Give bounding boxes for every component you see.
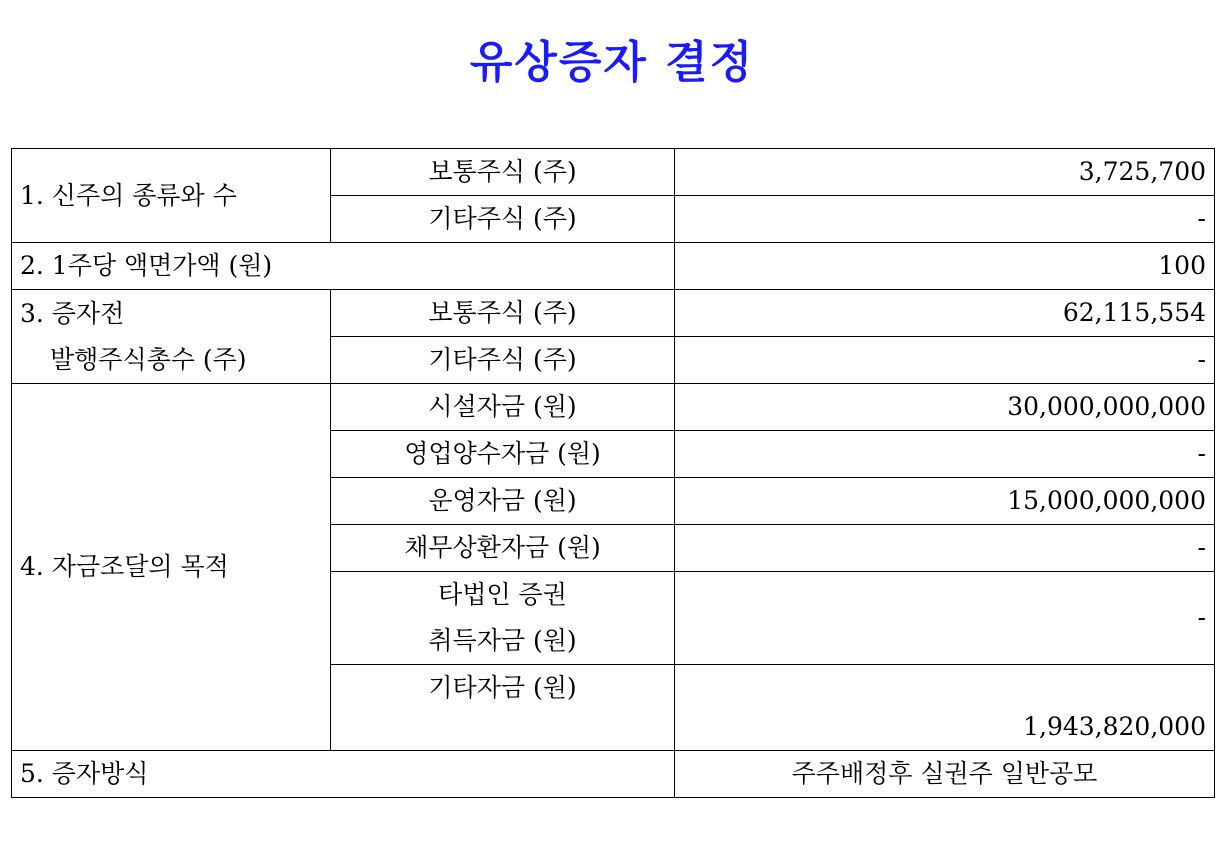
value-cell: 62,115,554 (675, 290, 1215, 337)
row-label-line1: 3. 증자전 (20, 298, 125, 328)
page-title: 유상증자 결정 (469, 37, 755, 88)
sub-label-line2: 취득자금 (원) (428, 626, 577, 655)
sub-label: 운영자금 (원) (331, 478, 675, 525)
sub-label: 기타주식 (주) (331, 337, 675, 384)
value-cell: - (675, 431, 1215, 478)
table-row (12, 384, 1215, 431)
rights-issue-table (11, 148, 1215, 798)
row-label-line2: 발행주식총수 (주) (50, 344, 247, 374)
row-label: 5. 증자방식 (12, 751, 675, 798)
value-cell: - (675, 337, 1215, 384)
row-label: 4. 자금조달의 목적 (12, 384, 331, 751)
sub-label: 기타주식 (주) (331, 196, 675, 243)
value-cell: - (675, 196, 1215, 243)
sub-label: 보통주식 (주) (331, 149, 675, 196)
value-cell: - (675, 525, 1215, 572)
value-cell: - (675, 572, 1215, 665)
row-label (12, 290, 331, 384)
table-row (12, 290, 1215, 337)
value-cell: 1,943,820,000 (675, 665, 1215, 751)
sub-label: 시설자금 (원) (331, 384, 675, 431)
sub-label: 채무상환자금 (원) (331, 525, 675, 572)
row-label: 2. 1주당 액면가액 (원) (12, 243, 675, 290)
sub-label (331, 572, 675, 665)
sub-label-line1: 타법인 증권 (438, 580, 567, 609)
sub-label: 영업양수자금 (원) (331, 431, 675, 478)
table-row (12, 751, 1215, 798)
sub-label: 보통주식 (주) (331, 290, 675, 337)
table-row (12, 243, 1215, 290)
value-cell: 3,725,700 (675, 149, 1215, 196)
table-row (12, 149, 1215, 196)
sub-label: 기타자금 (원) (331, 665, 675, 751)
row-label: 1. 신주의 종류와 수 (12, 149, 331, 243)
value-cell: 100 (675, 243, 1215, 290)
value-cell: 15,000,000,000 (675, 478, 1215, 525)
value-cell: 30,000,000,000 (675, 384, 1215, 431)
value-cell: 주주배정후 실권주 일반공모 (675, 751, 1215, 798)
